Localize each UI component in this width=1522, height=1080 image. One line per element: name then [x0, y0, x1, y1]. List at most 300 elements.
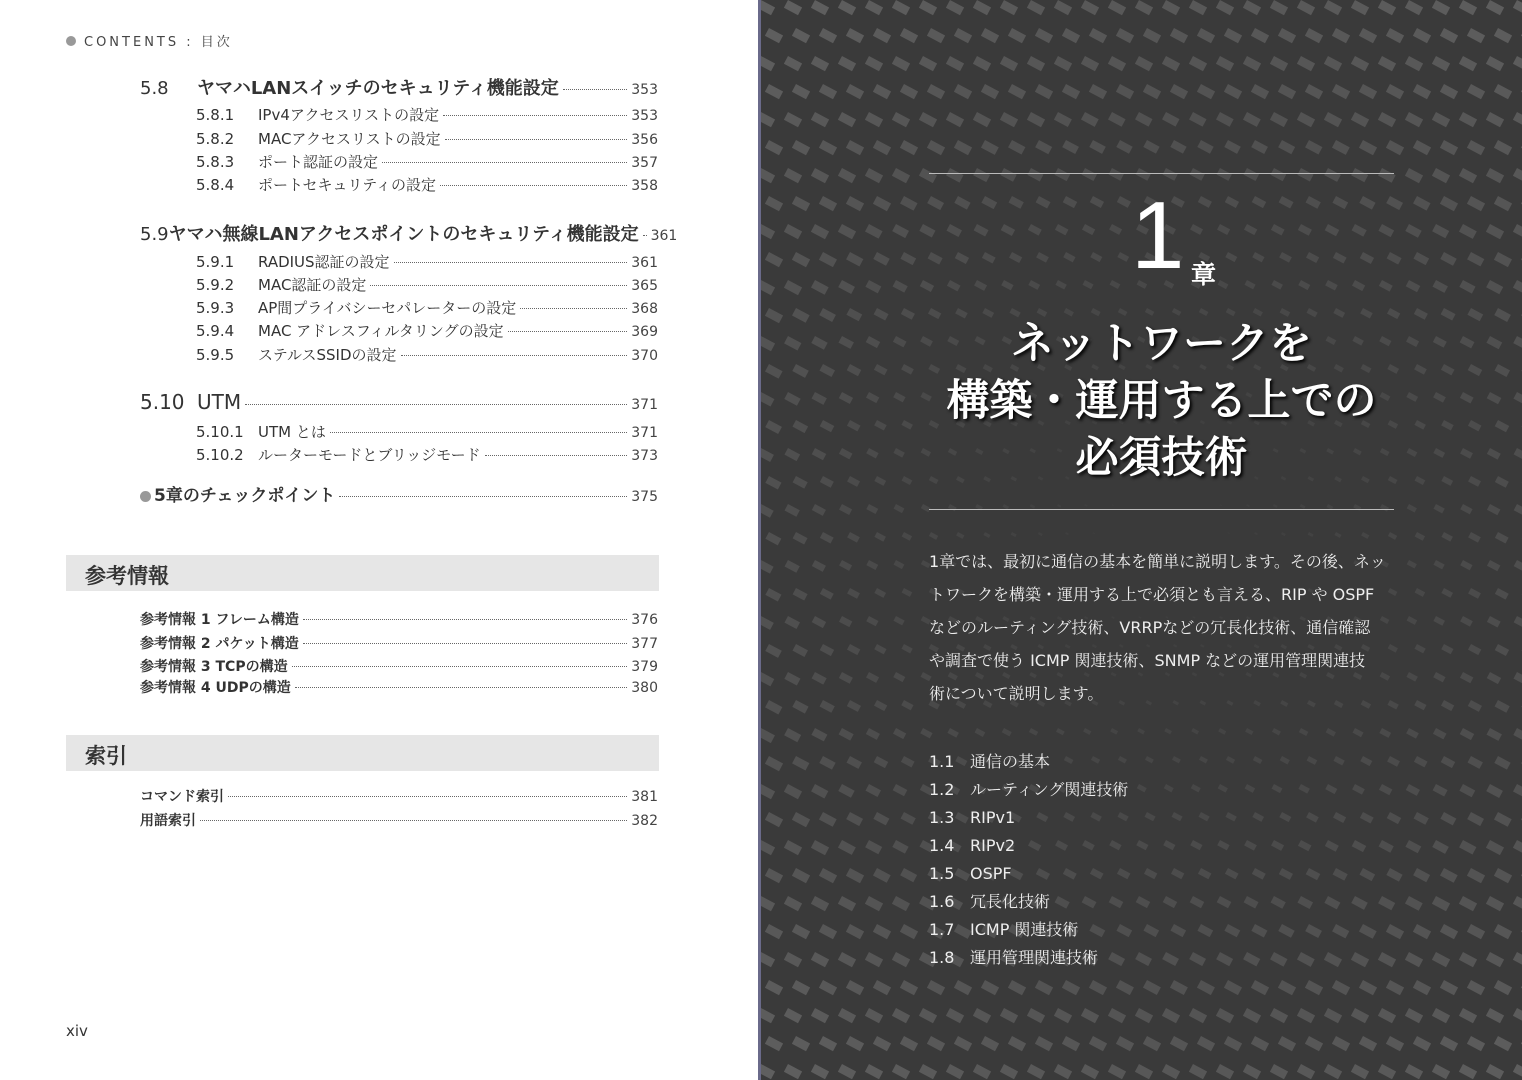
section-number: 5.9 [140, 224, 169, 245]
pattern-dot [1441, 476, 1453, 486]
pattern-dot [1514, 616, 1522, 628]
pattern-dot [1279, 868, 1293, 880]
pattern-dot [1143, 980, 1161, 995]
pattern-dot [1116, 28, 1134, 43]
pattern-dot [1359, 868, 1375, 881]
pattern-dot [1379, 840, 1394, 853]
dot-leader [339, 496, 627, 497]
pattern-dot [1468, 700, 1482, 712]
pattern-dot [1008, 1036, 1026, 1051]
pattern-dot [1332, 84, 1350, 99]
section-title: 冗長化技術 [970, 892, 1051, 911]
pattern-dot [839, 504, 852, 515]
toc-section-5-8[interactable] [140, 74, 658, 100]
toc-reference-entry[interactable] [140, 633, 658, 653]
pattern-dot [1116, 1036, 1134, 1051]
page-number: 379 [631, 659, 658, 675]
dot-leader [563, 89, 627, 90]
toc-entry[interactable] [196, 297, 658, 318]
pattern-dot [765, 476, 781, 490]
pattern-dot [1486, 952, 1504, 967]
pattern-dot [1494, 140, 1512, 155]
toc-section-5-9[interactable] [140, 220, 678, 246]
pattern-dot [1440, 980, 1458, 995]
pattern-dot [1163, 840, 1175, 850]
pattern-dot [819, 140, 837, 155]
entry-number: 5.8.3 [196, 153, 235, 171]
pattern-dot [1407, 504, 1417, 513]
pattern-dot [1217, 168, 1232, 181]
pattern-dot [1324, 56, 1342, 71]
pattern-dot [1467, 924, 1485, 939]
pattern-dot [1081, 1008, 1099, 1023]
pattern-dot [901, 420, 913, 430]
pattern-dot [765, 980, 783, 995]
pattern-dot [1197, 1036, 1215, 1051]
pattern-dot [1513, 392, 1522, 405]
pattern-dot [761, 560, 774, 574]
pattern-dot [1413, 924, 1431, 939]
pattern-dot [1513, 840, 1522, 855]
pattern-dot [1253, 756, 1263, 764]
pattern-dot [838, 952, 856, 967]
pattern-dot [1027, 168, 1043, 181]
pattern-dot [839, 448, 853, 459]
pattern-dot [1219, 504, 1222, 506]
pattern-dot [761, 56, 775, 71]
pattern-dot [973, 1064, 991, 1079]
pattern-dot [1170, 980, 1188, 995]
pattern-dot [1243, 1064, 1261, 1079]
toc-entry[interactable] [196, 421, 658, 442]
pattern-dot [1333, 756, 1344, 765]
pattern-dot [811, 336, 827, 350]
pattern-dot [1406, 784, 1420, 796]
pattern-dot [1513, 336, 1522, 350]
section-item[interactable] [929, 778, 1128, 806]
pattern-dot [1486, 280, 1503, 294]
pattern-dot [812, 616, 826, 628]
pattern-dot [1145, 756, 1154, 763]
section-title: OSPF [970, 864, 1012, 883]
toc-section-5-10[interactable] [140, 390, 658, 414]
pattern-dot [1189, 112, 1206, 127]
toc-entry[interactable] [196, 320, 658, 341]
section-item[interactable] [929, 806, 1128, 834]
pattern-dot [892, 168, 910, 183]
pattern-dot [1486, 112, 1504, 127]
intro-line: などのルーティング技術、VRRPなどの冗長化技術、通信確認 [929, 618, 1371, 637]
pattern-dot [1170, 1036, 1188, 1051]
pattern-dot [846, 980, 864, 995]
pattern-dot [892, 112, 910, 127]
pattern-dot [1011, 532, 1017, 537]
pattern-dot [1191, 784, 1201, 792]
pattern-dot [946, 112, 964, 127]
pattern-dot [784, 448, 800, 461]
pattern-dot [765, 196, 783, 211]
pattern-dot [1135, 1008, 1153, 1023]
pattern-dot [1216, 56, 1234, 71]
toc-entry[interactable] [196, 128, 658, 149]
pattern-dot [1163, 896, 1178, 908]
chapter-label: 章 [1191, 260, 1217, 289]
pattern-dot [1270, 1064, 1288, 1079]
pattern-dot [792, 700, 808, 714]
pattern-dot [761, 896, 775, 911]
pattern-dot [892, 1064, 910, 1079]
pattern-dot [846, 140, 864, 155]
pattern-dot [1324, 952, 1342, 967]
pattern-dot [973, 168, 990, 182]
pattern-dot [1062, 980, 1080, 995]
pattern-dot [900, 1036, 918, 1051]
section-number: 1.3 [929, 808, 955, 827]
pattern-dot [865, 896, 883, 911]
pattern-dot [1245, 784, 1256, 793]
pattern-dot [1432, 840, 1449, 854]
pattern-dot [1245, 728, 1253, 735]
pattern-dot [1325, 280, 1338, 291]
pattern-dot [1009, 196, 1024, 209]
section-item[interactable] [929, 918, 1128, 946]
pattern-dot [1144, 812, 1155, 821]
toc-index-entry[interactable] [140, 786, 658, 806]
pattern-dot [1440, 924, 1458, 939]
pattern-dot [981, 980, 999, 995]
pattern-dot [1441, 308, 1456, 320]
toc-entry[interactable] [196, 444, 658, 465]
pattern-dot [812, 504, 826, 516]
chapter-title [929, 316, 1394, 487]
pattern-dot [1433, 728, 1447, 739]
pattern-dot [1197, 84, 1215, 99]
pattern-dot [920, 280, 934, 292]
pattern-dot [1244, 224, 1257, 235]
pattern-dot [792, 364, 809, 378]
pattern-dot [1298, 224, 1312, 236]
pattern-dot [1514, 560, 1522, 572]
pattern-dot [1082, 224, 1095, 235]
entry-title: IPv4アクセスリストの設定 [258, 106, 440, 124]
pattern-dot [1081, 112, 1099, 127]
pattern-dot [946, 168, 963, 183]
pattern-dot [1441, 364, 1455, 375]
pattern-dot [973, 0, 991, 15]
pattern-dot [929, 532, 938, 540]
section-item[interactable] [929, 862, 1128, 890]
pattern-dot [819, 868, 837, 883]
pattern-dot [973, 56, 991, 71]
pattern-dot [1170, 924, 1186, 937]
pattern-dot [761, 616, 774, 630]
pattern-dot [765, 700, 782, 714]
pattern-dot [784, 336, 801, 351]
pattern-dot [1271, 896, 1286, 909]
pattern-dot [1405, 1008, 1423, 1023]
pattern-dot [1334, 532, 1341, 538]
pattern-dot [811, 168, 829, 183]
pattern-dot [1378, 0, 1396, 15]
pattern-dot [981, 196, 997, 209]
pattern-dot [1414, 308, 1428, 320]
pattern-dot [1333, 868, 1348, 881]
pattern-dot [1459, 1064, 1477, 1079]
page-number: 381 [631, 789, 658, 805]
pattern-dot [1432, 896, 1450, 911]
pattern-dot [1111, 504, 1113, 506]
page-number: 353 [631, 108, 658, 124]
pattern-dot [1297, 896, 1313, 909]
pattern-dot [811, 280, 829, 295]
pattern-dot [1379, 784, 1392, 795]
toc-reference-entry[interactable] [140, 609, 658, 629]
toc-entry[interactable] [196, 251, 658, 272]
pattern-dot [866, 504, 878, 514]
dot-pattern-background [761, 0, 1522, 1080]
pattern-dot [847, 420, 861, 431]
pattern-dot [1001, 224, 1015, 236]
pattern-dot [765, 420, 782, 434]
pattern-dot [873, 812, 889, 825]
reference-heading-band [66, 555, 659, 591]
pattern-dot [1413, 28, 1431, 43]
pattern-dot [865, 112, 883, 127]
pattern-dot [1467, 1036, 1485, 1051]
pattern-dot [1324, 168, 1341, 182]
pattern-dot [1189, 0, 1207, 15]
pattern-dot [1089, 1036, 1107, 1051]
pattern-dot [785, 504, 800, 517]
pattern-dot [1036, 252, 1049, 263]
pattern-dot [1405, 56, 1423, 71]
pattern-dot [1081, 1064, 1099, 1079]
pattern-dot [1197, 980, 1215, 995]
pattern-dot [1271, 224, 1285, 235]
pattern-dot [1251, 1036, 1269, 1051]
pattern-dot [1117, 196, 1131, 208]
toc-entry[interactable] [196, 174, 658, 195]
pattern-dot [765, 588, 781, 601]
toc-entry[interactable] [196, 344, 658, 365]
section-item[interactable] [929, 946, 1128, 974]
toc-checkpoint[interactable] [140, 481, 658, 506]
pattern-dot [1378, 112, 1396, 127]
dot-leader [508, 331, 627, 332]
pattern-dot [900, 84, 918, 99]
pattern-dot [919, 1064, 937, 1079]
pattern-dot [1359, 28, 1377, 43]
pattern-dot [1000, 56, 1018, 71]
dot-leader [370, 285, 627, 286]
pattern-dot [1305, 84, 1323, 99]
pattern-dot [838, 1008, 856, 1023]
section-title: RIPv1 [970, 808, 1016, 827]
pattern-dot [1217, 896, 1232, 908]
section-item[interactable] [929, 890, 1128, 918]
pattern-dot [901, 364, 914, 375]
pattern-dot [866, 448, 878, 458]
pattern-dot [983, 532, 990, 538]
toc-page [0, 0, 758, 1080]
chapter-title-line: 構築・運用する上での [946, 376, 1377, 426]
pattern-dot [1414, 812, 1429, 825]
pattern-dot [1332, 1036, 1350, 1051]
pattern-dot [866, 616, 878, 626]
pattern-dot [1414, 700, 1426, 710]
pattern-dot [1378, 896, 1395, 910]
pattern-dot [1281, 532, 1286, 536]
pattern-dot [1136, 840, 1148, 850]
pattern-dot [785, 560, 800, 573]
pattern-dot [1486, 168, 1504, 183]
pattern-dot [902, 476, 913, 485]
pattern-dot [838, 280, 855, 294]
pattern-dot [1298, 280, 1310, 290]
pattern-dot [1459, 896, 1477, 911]
pattern-dot [1460, 448, 1473, 459]
pattern-dot [1216, 1008, 1234, 1023]
pattern-dot [847, 532, 860, 543]
chapter-section-list [929, 750, 1128, 974]
pattern-dot [1352, 784, 1365, 795]
pattern-dot [1056, 728, 1065, 735]
pattern-dot [1216, 0, 1234, 15]
dot-leader [401, 355, 627, 356]
entry-number: 5.10.1 [196, 423, 244, 441]
pattern-dot [901, 308, 915, 320]
chapter-title-line: ネットワークを [1011, 319, 1312, 369]
pattern-dot [761, 224, 775, 239]
entry-title: 参考情報 1 フレーム構造 [140, 612, 299, 628]
toc-entry[interactable] [196, 274, 658, 295]
pattern-dot [846, 868, 864, 883]
pattern-dot [1405, 0, 1423, 15]
pattern-dot [819, 980, 837, 995]
pattern-dot [1189, 56, 1207, 71]
pattern-dot [1378, 168, 1396, 183]
pattern-dot [784, 56, 802, 71]
page-number: 380 [631, 680, 658, 696]
entry-number: 5.9.1 [196, 253, 235, 271]
pattern-dot [1513, 952, 1522, 967]
pattern-dot [1224, 84, 1242, 99]
pattern-dot [1406, 336, 1419, 347]
pattern-dot [1460, 672, 1473, 683]
pattern-dot [1414, 756, 1428, 767]
pattern-dot [1433, 280, 1448, 293]
pattern-dot [1352, 224, 1367, 237]
pattern-dot [792, 308, 810, 323]
pattern-dot [838, 840, 856, 855]
pattern-dot [1117, 252, 1129, 262]
pattern-dot [1413, 980, 1431, 995]
pattern-dot [1386, 868, 1402, 882]
section-number: 1.5 [929, 864, 955, 883]
section-number: 1.2 [929, 780, 955, 799]
pattern-dot [765, 924, 783, 939]
section-item[interactable] [929, 834, 1128, 862]
pattern-dot [1110, 280, 1121, 289]
entry-title: UTM とは [258, 423, 326, 441]
pattern-dot [1197, 924, 1213, 937]
pattern-dot [1225, 252, 1237, 262]
section-number: 1.6 [929, 892, 955, 911]
pattern-dot [1324, 0, 1342, 15]
pattern-dot [784, 1064, 802, 1079]
pattern-dot [761, 0, 775, 15]
pattern-dot [1433, 616, 1445, 626]
pattern-dot [1199, 308, 1209, 316]
pattern-dot [866, 728, 880, 740]
pattern-dot [1494, 756, 1510, 770]
pattern-dot [865, 784, 881, 797]
pattern-dot [1460, 392, 1474, 403]
entry-title: ポートセキュリティの設定 [258, 176, 437, 194]
pattern-dot [784, 952, 802, 967]
pattern-dot [1090, 252, 1102, 262]
pattern-dot [819, 84, 837, 99]
pattern-dot [792, 980, 810, 995]
pattern-dot [1108, 0, 1126, 15]
pattern-dot [1116, 980, 1134, 995]
pattern-dot [812, 448, 827, 460]
pattern-dot [765, 1036, 783, 1051]
pattern-dot [846, 196, 864, 211]
section-item[interactable] [929, 750, 1128, 778]
pattern-dot [761, 280, 775, 295]
pattern-dot [1197, 140, 1213, 154]
toc-entry[interactable] [196, 151, 658, 172]
pattern-dot [1495, 588, 1509, 600]
toc-reference-entry[interactable] [140, 677, 658, 697]
pattern-dot [927, 980, 945, 995]
pattern-dot [1190, 168, 1205, 181]
pattern-dot [1513, 168, 1522, 183]
pattern-dot [846, 1036, 864, 1051]
pattern-dot [1218, 784, 1228, 793]
pattern-dot [1459, 952, 1477, 967]
pattern-dot [1162, 112, 1179, 127]
toc-index-entry[interactable] [140, 810, 658, 830]
pattern-dot [1083, 280, 1094, 289]
pattern-dot [1467, 196, 1485, 211]
dot-leader [445, 139, 627, 140]
pattern-dot [1440, 812, 1456, 825]
pattern-dot [901, 644, 912, 653]
pattern-dot [792, 924, 810, 939]
pattern-dot [1467, 812, 1484, 826]
pattern-dot [1468, 644, 1481, 655]
pattern-dot [1143, 28, 1161, 43]
pattern-dot [1440, 28, 1458, 43]
pattern-dot [927, 84, 945, 99]
toc-entry[interactable] [196, 104, 658, 125]
pattern-dot [1225, 868, 1239, 879]
pattern-dot [784, 392, 800, 406]
pattern-dot [1008, 84, 1026, 99]
pattern-dot [1172, 308, 1181, 316]
toc-reference-entry[interactable] [140, 656, 658, 676]
pattern-dot [1297, 952, 1315, 967]
pattern-dot [1441, 700, 1454, 711]
pattern-dot [1460, 560, 1472, 570]
pattern-dot [1513, 784, 1522, 799]
pattern-dot [873, 252, 889, 266]
section-title: ルーティング関連技術 [970, 780, 1129, 799]
pattern-dot [819, 1036, 837, 1051]
page-number: 369 [631, 324, 658, 340]
